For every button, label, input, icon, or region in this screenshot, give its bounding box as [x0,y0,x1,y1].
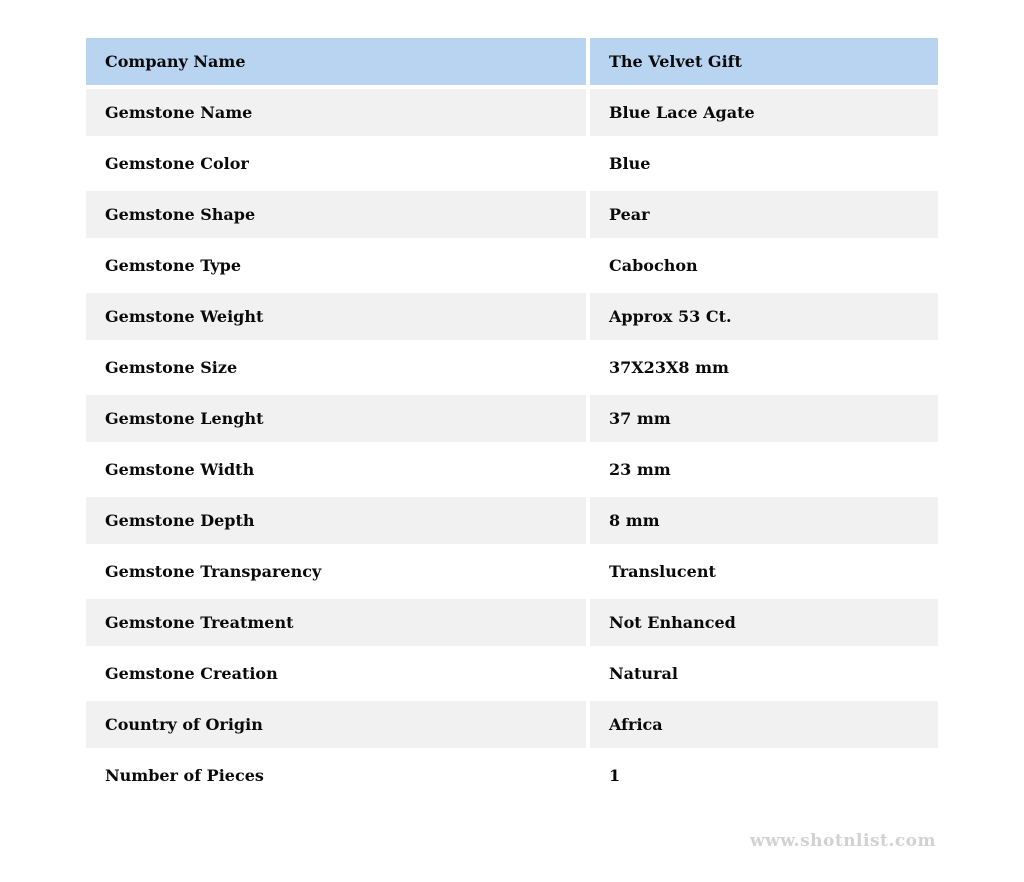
row-value-cell: Not Enhanced [590,599,938,646]
table-body [86,89,938,799]
row-value-cell: 37X23X8 mm [590,344,938,391]
row-value-cell: 1 [590,752,938,799]
row-value-cell: Approx 53 Ct. [590,293,938,340]
gemstone-spec-table [86,38,938,803]
table-row [86,395,938,442]
row-label-cell: Gemstone Type [86,242,586,289]
row-label-cell: Gemstone Treatment [86,599,586,646]
header-value-cell: The Velvet Gift [590,38,938,85]
row-label-cell: Gemstone Creation [86,650,586,697]
header-label-cell: Company Name [86,38,586,85]
table-row [86,752,938,799]
table-row [86,191,938,238]
table-row [86,446,938,493]
table-row [86,497,938,544]
row-label-cell: Gemstone Lenght [86,395,586,442]
table-row [86,548,938,595]
row-value-cell: Blue Lace Agate [590,89,938,136]
row-value-cell: Natural [590,650,938,697]
row-value-cell: Cabochon [590,242,938,289]
table-row [86,89,938,136]
row-label-cell: Number of Pieces [86,752,586,799]
table-row [86,701,938,748]
row-value-cell: Africa [590,701,938,748]
row-label-cell: Gemstone Depth [86,497,586,544]
row-label-cell: Gemstone Transparency [86,548,586,595]
table-row [86,344,938,391]
table-header-row [86,38,938,85]
row-value-cell: Translucent [590,548,938,595]
row-label-cell: Gemstone Size [86,344,586,391]
row-value-cell: 37 mm [590,395,938,442]
row-value-cell: 8 mm [590,497,938,544]
row-value-cell: Blue [590,140,938,187]
row-label-cell: Gemstone Shape [86,191,586,238]
table-row [86,650,938,697]
row-label-cell: Gemstone Weight [86,293,586,340]
row-label-cell: Gemstone Color [86,140,586,187]
table-row [86,599,938,646]
table-row [86,242,938,289]
table-row [86,293,938,340]
watermark-text: www.shotnlist.com [749,831,936,851]
row-value-cell: Pear [590,191,938,238]
row-label-cell: Gemstone Width [86,446,586,493]
row-value-cell: 23 mm [590,446,938,493]
table-row [86,140,938,187]
row-label-cell: Gemstone Name [86,89,586,136]
row-label-cell: Country of Origin [86,701,586,748]
